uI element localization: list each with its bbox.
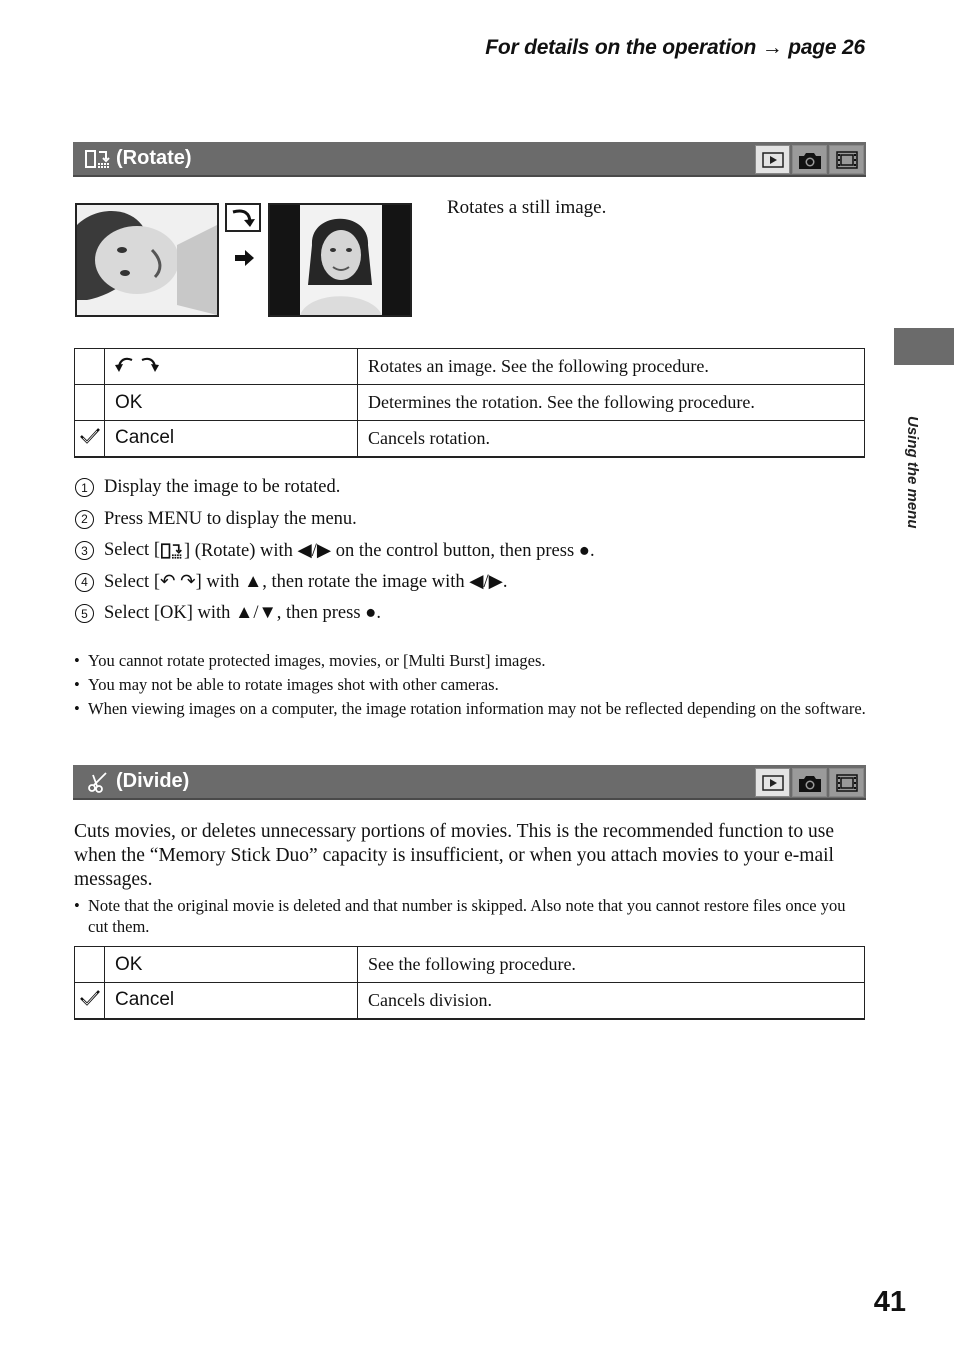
list-item	[75, 535, 595, 567]
playback-mode-icon	[755, 768, 790, 797]
rotate-notes	[74, 650, 866, 719]
step-text: Display the image to be rotated.	[104, 477, 341, 498]
camera-mode-icon	[792, 768, 827, 797]
list-item: • You cannot rotate protected images, movies, or [Multi Burst] images.	[74, 651, 546, 670]
section-tab-marker	[894, 328, 954, 365]
note-text: You cannot rotate protected images, movies, or [Multi Burst] images.	[88, 651, 546, 670]
option-description: See the following procedure.	[358, 947, 865, 983]
step-number: 4	[75, 573, 94, 592]
divide-notes	[74, 895, 866, 937]
list-item: • Note that the original movie is deleted and that number is skipped. Also note that you cannot restore files once you cut them.	[74, 895, 866, 937]
step-number: 5	[75, 604, 94, 623]
movie-mode-icon	[829, 145, 864, 174]
list-item	[75, 472, 595, 504]
page-reference: For details on the operation → page 26	[485, 36, 865, 59]
scissors-icon	[85, 770, 111, 794]
option-label: Cancel	[105, 983, 358, 1019]
playback-mode-icon	[755, 145, 790, 174]
rotate-section-header	[73, 142, 866, 177]
note-text: You may not be able to rotate images shot with other cameras.	[88, 675, 499, 694]
list-item	[75, 567, 595, 599]
divide-intro: Cuts movies, or deletes unnecessary portions of movies. This is the recommended function to use when the “Memory Stick Duo” capacity is insufficient, or when you attach movies to your e-mail messages.	[74, 821, 834, 890]
rotate-icon	[85, 147, 111, 171]
note-text: When viewing images on a computer, the image rotation information may not be reflected depending on the software.	[88, 699, 866, 718]
option-description: Cancels division.	[358, 983, 865, 1019]
section-title: (Rotate)	[116, 147, 192, 169]
list-item	[75, 504, 595, 536]
table-row	[75, 349, 865, 385]
rotate-options-table	[74, 348, 865, 458]
step-number: 2	[75, 510, 94, 529]
arrow-right-icon	[233, 248, 255, 273]
option-description: Rotates an image. See the following procedure.	[358, 349, 865, 385]
step-text-post: ] (Rotate) with ◀/▶ on the control button, then press ●.	[184, 540, 595, 561]
rotate-intro: Rotates a still image.	[447, 197, 607, 218]
photo-after-rotation	[268, 203, 412, 317]
step-text: Select [OK] with ▲/▼, then press ●.	[104, 603, 381, 624]
photo-before-rotation	[75, 203, 219, 317]
table-row	[75, 385, 865, 421]
section-title: (Divide)	[116, 770, 190, 792]
divide-section-header	[73, 765, 866, 800]
step-text: Press MENU to display the menu.	[104, 508, 357, 529]
list-item: • You may not be able to rotate images shot with other cameras.	[74, 675, 499, 694]
step-number: 1	[75, 478, 94, 497]
list-item: • When viewing images on a computer, the image rotation information may not be reflected depending on the software.	[74, 699, 866, 718]
step-text-post: ] with ▲, then rotate the image with ◀/▶.	[195, 572, 508, 593]
page-number: 41	[873, 1286, 906, 1318]
table-row	[75, 947, 865, 983]
rotate-arrows-inline: ↶ ↷	[160, 572, 196, 593]
option-label: Cancel	[105, 421, 358, 457]
rotate-clockwise-icon	[225, 203, 261, 232]
section-side-label: Using the menu	[904, 416, 921, 529]
divide-options-table	[74, 946, 865, 1020]
rotate-inline-icon	[161, 541, 183, 561]
table-row	[75, 421, 865, 457]
movie-mode-icon	[829, 768, 864, 797]
note-text: Note that the original movie is deleted and that number is skipped. Also note that you cannot restore files once you cut them.	[88, 896, 846, 936]
option-description: Determines the rotation. See the following procedure.	[358, 385, 865, 421]
list-item	[75, 598, 595, 630]
option-description: Cancels rotation.	[358, 421, 865, 457]
camera-mode-icon	[792, 145, 827, 174]
step-text-pre: Select [	[104, 571, 160, 592]
default-check-icon	[75, 421, 105, 457]
step-text-pre: Select [	[104, 540, 160, 561]
default-check-icon	[75, 983, 105, 1019]
step-number: 3	[75, 541, 94, 560]
option-label: OK	[105, 385, 358, 421]
option-label: OK	[105, 947, 358, 983]
table-row	[75, 983, 865, 1019]
rotate-steps	[75, 472, 595, 630]
rotate-arrows-icon	[115, 354, 161, 374]
option-rotate-arrows	[105, 349, 358, 385]
